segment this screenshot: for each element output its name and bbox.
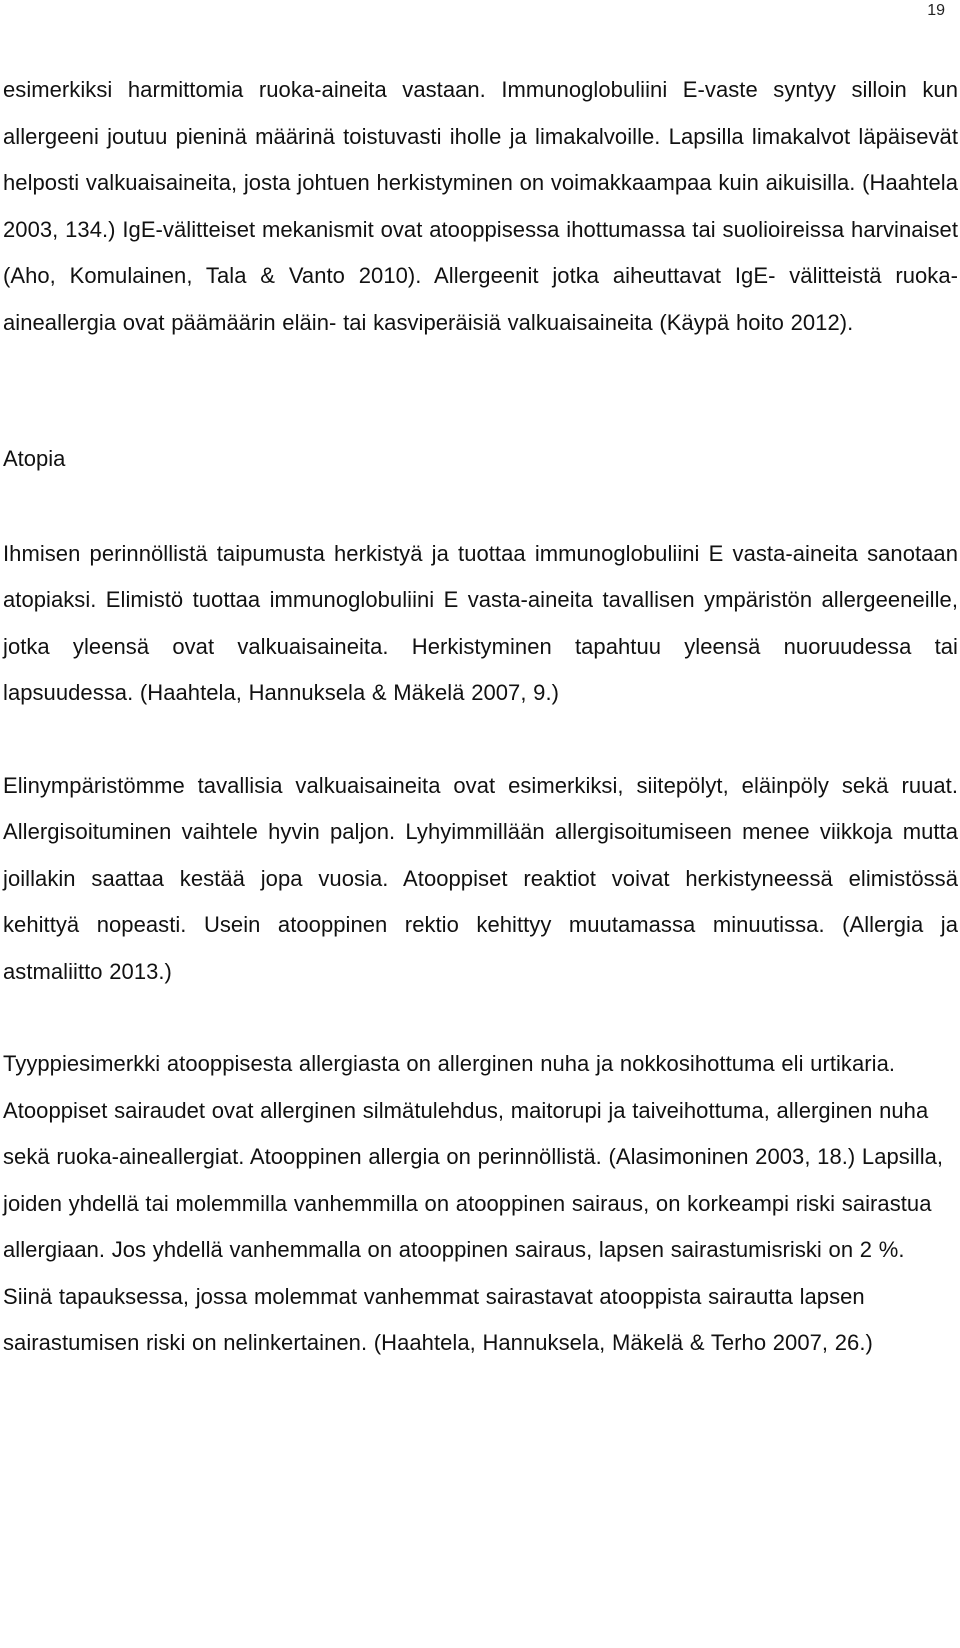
document-body [3,67,958,1367]
paragraph-atopic-allergy-examples: Tyyppiesimerkki atooppisesta allergiasta on allerginen nuha ja nokkosihottuma eli urtikaria. Atooppiset sairaudet ovat allerginen silmätulehdus, maitorupi ja taiveihottuma, allerginen nuha sekä ruoka-aineallergiat. Atooppinen allergia on perinnöllistä. (Alasimoninen 2003, 18.) Lapsilla, joiden yhdellä tai molemmilla vanhemmilla on atooppinen sairaus, on korkeampi riski sairastua allergiaan. Jos yhdellä vanhemmalla on atooppinen sairaus, lapsen sairastumisriski on 2 %. Siinä tapauksessa, jossa molemmat vanhemmat sairastavat atooppista sairautta lapsen sairastumisen riski on nelinkertainen. (Haahtela, Hannuksela, Mäkelä & Terho 2007, 26.) [3,1051,944,1355]
section-heading-atopia: Atopia [3,446,66,471]
section-spacer [3,346,958,436]
paragraph-atopia-definition: Ihmisen perinnöllistä taipumusta herkistyä ja tuottaa immunoglobuliini E vasta-aineita sanotaan atopiaksi. Elimistö tuottaa immunoglobuliini E vasta-aineita tavallisen ympäristön allergeeneille, jotka yleensä ovat valkuaisaineita. Herkistyminen tapahtuu yleensä nuoruudessa tai lapsuudessa. (Haahtela, Hannuksela & Mäkelä 2007, 9.) [3,540,958,705]
paragraph-ige-mechanisms: esimerkiksi harmittomia ruoka-aineita vastaan. Immunoglobuliini E-vaste syntyy silloin kun allergeeni joutuu pieninä määrinä toistuvasti iholle ja limakalvoille. Lapsilla limakalvot läpäisevät helposti valkuaisaineita, josta johtuen herkistyminen on voimakkaampaa kuin aikuisilla. (Haahtela 2003, 134.) IgE-välitteiset mekanismit ovat atooppisessa ihottumassa tai suolioireissa harvinaiset (Aho, Komulainen, Tala & Vanto 2010). Allergeenit jotka aiheuttavat IgE- välitteistä ruoka-aineallergia ovat päämäärin eläin- tai kasviperäisiä valkuaisaineita (Käypä hoito 2012). [3,77,958,335]
paragraph-environment-proteins: Elinympäristömme tavallisia valkuaisaineita ovat esimerkiksi, siitepölyt, eläinpöly sekä ruuat. Allergisoituminen vaihtele hyvin paljon. Lyhyimmillään allergisoitumiseen menee viikkoja mutta joillakin saattaa kestää jopa vuosia. Atooppiset reaktiot voivat herkistyneessä elimistössä kehittyä nopeasti. Usein atooppinen rektio kehittyy muutamassa minuutissa. (Allergia ja astmaliitto 2013.) [3,772,958,984]
heading-spacer [3,483,958,531]
paragraph-spacer [3,717,958,763]
paragraph-spacer [3,995,958,1041]
page-number: 19 [927,2,945,19]
